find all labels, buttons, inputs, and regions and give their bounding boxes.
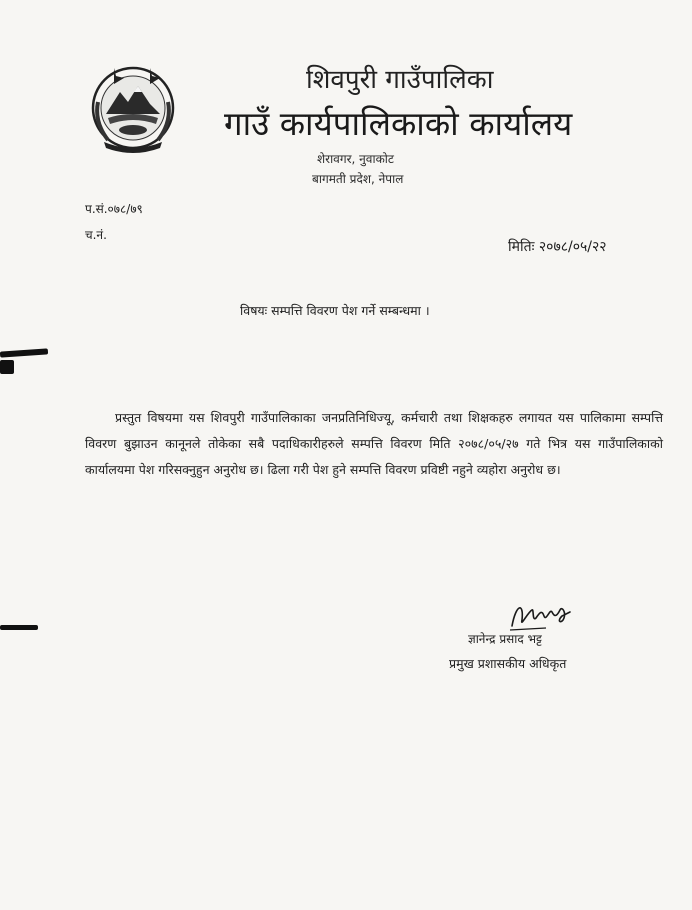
office-title: गाउँ कार्यपालिकाको कार्यालय [224,104,573,143]
address-line-2: बागमती प्रदेश, नेपाल [312,172,404,186]
nepal-emblem-icon [84,62,182,154]
letter-body: प्रस्तुत विषयमा यस शिवपुरी गाउँपालिकाका जनप्रतिनिधिज्यू, कर्मचारी तथा शिक्षकहरु लगायत यस पालिकामा सम्पत्ति विवरण बुझाउन कानूनले तोकेका सबै पदाधिकारीहरुले सम्पत्ति विवरण मिति २०७८/०५/२७ गते भित्र यस गाउँपालिकाको कार्यालयमा पेश गरिसक्नुहुन अनुरोध छ। ढिला गरी पेश हुने सम्पत्ति विवरण प्रविष्टी नहुने व्यहोरा अनुरोध छ। [85,410,663,477]
address-line-1: शेरावगर, नुवाकोट [317,152,394,166]
signature-image [506,598,576,634]
letter-number: प.सं.०७८/७९ [85,202,143,216]
signatory-name: ज्ञानेन्द्र प्रसाद भट्ट [468,632,542,646]
organization-name: शिवपुरी गाउँपालिका [306,65,494,95]
scan-mark-bottom [0,625,38,630]
scan-mark-top [0,348,48,357]
scan-mark-top-stub [0,360,14,374]
signatory-title: प्रमुख प्रशासकीय अधिकृत [449,656,567,671]
letter-date: मितिः २०७८/०५/२२ [508,239,607,255]
dispatch-number: च.नं. [85,228,107,242]
subject-line: विषयः सम्पत्ति विवरण पेश गर्ने सम्बन्धमा । [240,303,430,318]
